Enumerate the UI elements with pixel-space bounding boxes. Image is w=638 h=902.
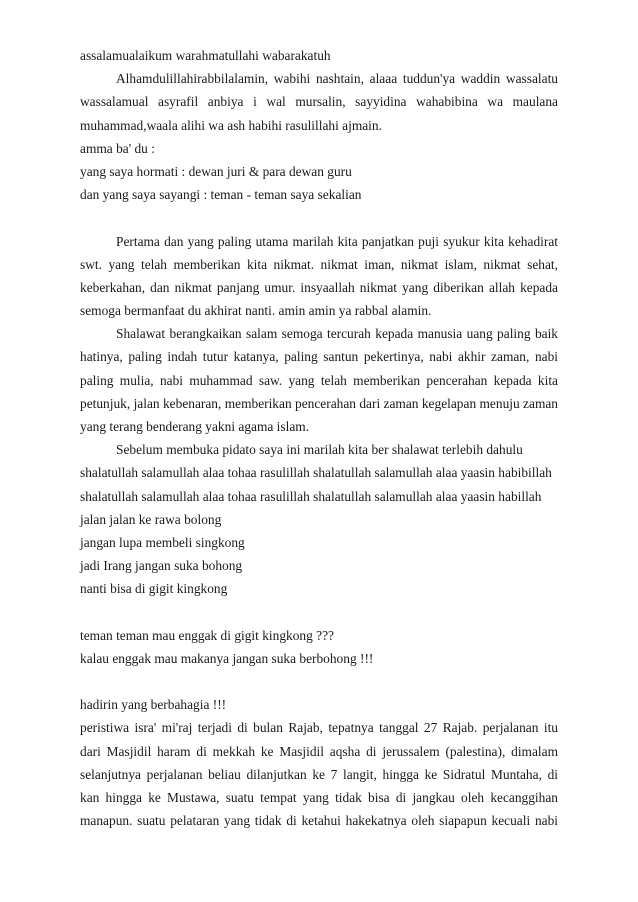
pantun-line: nanti bisa di gigit kingkong <box>80 581 228 597</box>
paragraph4-line: kan hingga ke Mustawa, suatu tempat yang tidak bisa di jangkau oleh kecanggihan <box>80 790 558 805</box>
question-line: kalau enggak mau makanya jangan suka berbohong !!! <box>80 650 374 666</box>
blank-line <box>80 670 558 693</box>
paragraph4-line: dari Masjidil haram di mekkah ke Masjidil aqsha di jerussalem (palestina), dimalam <box>80 743 558 759</box>
paragraph1-line: swt. yang telah memberikan kita nikmat. nikmat iman, nikmat islam, nikmat sehat, <box>80 256 558 272</box>
document-body <box>80 44 558 832</box>
shalawat-line: shalatullah salamullah alaa tohaa rasulillah shalatullah salamullah alaa yaasin habillah <box>80 488 542 504</box>
greeting-line: yang saya hormati : dewan juri & para dewan guru <box>80 163 352 179</box>
paragraph1-line: semoga bermanfaat du akhirat nanti. amin amin ya rabbal alamin. <box>80 303 432 319</box>
opening-line: Alhamdulillahirabbilalamin, wabihi nashtain, alaaa tuddun'ya waddin wassalatu <box>116 71 558 87</box>
paragraph2-line: hatinya, paling indah tutur katanya, paling santun pekertinya, nabi akhir zaman, nabi <box>80 349 558 365</box>
paragraph2-line: petunjuk, jalan kebenaran, memberikan pencerahan dari zaman kegelapan menuju zaman <box>80 395 558 411</box>
paragraph3-line: Sebelum membuka pidato saya ini marilah kita ber shalawat terlebih dahulu <box>116 442 523 458</box>
address-line: hadirin yang berbahagia !!! <box>80 697 227 713</box>
paragraph1-line: keberkahan, dan nikmat panjang umur. insyaallah nikmat yang diberikan allah kepada <box>80 279 558 295</box>
blank-line <box>80 601 558 624</box>
paragraph2-line: paling mulia, nabi muhammad saw. yang telah memberikan pencerahan kepada kita <box>80 372 558 388</box>
greeting-line: amma ba' du : <box>80 140 155 156</box>
blank-line <box>80 206 558 229</box>
shalawat-line: shalatullah salamullah alaa tohaa rasulillah shalatullah salamullah alaa yaasin habibillah <box>80 465 552 481</box>
opening-line: wassalamual asyrafil anbiya i wal mursalin, sayyidina wahabibina wa maulana <box>80 94 558 110</box>
salam-line: assalamualaikum warahmatullahi wabarakatuh <box>80 48 331 63</box>
paragraph2-line: Shalawat berangkaikan salam semoga tercurah kepada manusia uang paling baik <box>116 326 558 342</box>
paragraph1-line: Pertama dan yang paling utama marilah kita panjatkan puji syukur kita kehadirat <box>116 233 558 249</box>
question-line: teman teman mau enggak di gigit kingkong ??? <box>80 627 334 643</box>
pantun-line: jadi Irang jangan suka bohong <box>80 558 243 574</box>
paragraph2-line: yang terang benderang yakni agama islam. <box>80 419 310 434</box>
paragraph4-line: manapun. suatu pelataran yang tidak di ketahui hakekatnya oleh siapapun kecuali nabi <box>80 813 558 829</box>
paragraph4-line: selanjutnya perjalanan beliau dilanjutkan ke 7 langit, hingga ke Sidratul Muntaha, di <box>80 766 558 782</box>
pantun-line: jangan lupa membeli singkong <box>80 534 245 550</box>
paragraph4-line: peristiwa isra' mi'raj terjadi di bulan Rajab, tepatnya tanggal 27 Rajab. perjalanan itu <box>80 720 558 736</box>
pantun-line: jalan jalan ke rawa bolong <box>80 511 222 527</box>
greeting-line: dan yang saya sayangi : teman - teman saya sekalian <box>80 187 362 203</box>
opening-line: muhammad,waala alihi wa ash habihi rasulillahi ajmain. <box>80 117 382 133</box>
